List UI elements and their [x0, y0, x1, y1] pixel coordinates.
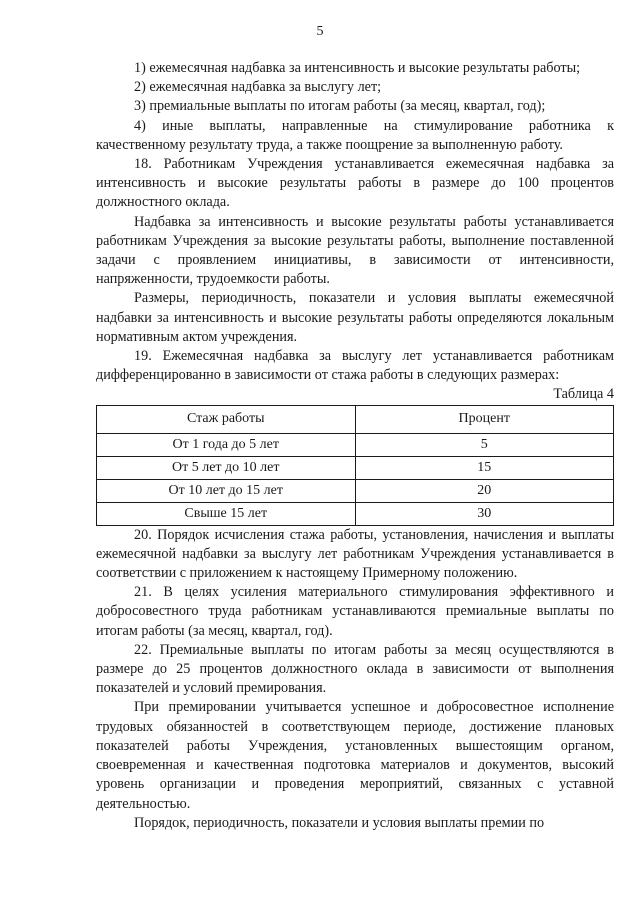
table-header-cell: Стаж работы [97, 405, 356, 433]
table-cell: От 1 года до 5 лет [97, 433, 356, 456]
table-cell: Свыше 15 лет [97, 502, 356, 525]
paragraph: 4) иные выплаты, направленные на стимулирование работника к качественному результату труда, а также поощрение за выполненную работу. [96, 117, 614, 153]
paragraph: Порядок, периодичность, показатели и условия выплаты премии по [134, 814, 545, 831]
table-cell: От 10 лет до 15 лет [97, 479, 356, 502]
table-cell: 20 [355, 479, 614, 502]
table-cell: От 5 лет до 10 лет [97, 456, 356, 479]
paragraph: 22. Премиальные выплаты по итогам работы за месяц осуществляются в размере до 25 процентов должностного оклада в зависимости от выполнения показателей и условий премирования. [96, 641, 614, 697]
table-row [97, 479, 614, 502]
paragraph: 20. Порядок исчисления стажа работы, установления, начисления и выплаты ежемесячной надбавки за выслугу лет работникам Учреждения устанавливается в соответствии с приложением к настоящему Примерному положению. [96, 526, 614, 582]
page-number: 5 [316, 24, 324, 39]
paragraph: При премировании учитывается успешное и добросовестное исполнение трудовых обязанностей в соответствующем периоде, достижение плановых показателей работы Учреждения, установленных вышестоящим органом, своевременная и качественная подготовка материалов и документов, высокий уровень организации и проведения мероприятий, связанных с уставной деятельностью. [96, 699, 614, 812]
paragraph: Надбавка за интенсивность и высокие результаты работы устанавливается работникам Учреждения за высокие результаты работы, выполнение поставленной задачи с проявлением инициативы, в зависимости от интенсивности, напряженности, трудоемкости работы. [96, 213, 614, 288]
table-cell: 15 [355, 456, 614, 479]
table-row [97, 502, 614, 525]
paragraph: Размеры, периодичность, показатели и условия выплаты ежемесячной надбавки за интенсивность и высокие результаты работы определяются локальным нормативным актом учреждения. [96, 290, 614, 345]
table-row [97, 433, 614, 456]
table-cell: 30 [355, 502, 614, 525]
table-row [97, 456, 614, 479]
table-header-row [97, 405, 614, 433]
paragraph: 2) ежемесячная надбавка за выслугу лет; [134, 79, 382, 96]
paragraph: 19. Ежемесячная надбавка за выслугу лет устанавливается работникам дифференцированно в зависимости от стажа работы в следующих размерах: [96, 348, 614, 384]
table-header-cell: Процент [355, 405, 614, 433]
paragraph: 21. В целях усиления материального стимулирования эффективного и добросовестного труда работникам устанавливаются премиальные выплаты по итогам работы (за месяц, квартал, год). [96, 584, 614, 639]
document-body [96, 59, 614, 833]
table-caption: Таблица 4 [553, 386, 614, 403]
table-cell: 5 [355, 433, 614, 456]
paragraph: 1) ежемесячная надбавка за интенсивность и высокие результаты работы; [134, 60, 581, 76]
seniority-table [96, 405, 614, 526]
paragraph: 18. Работникам Учреждения устанавливается ежемесячная надбавка за интенсивность и высокие результаты работы в размере до 100 процентов должностного оклада. [96, 156, 614, 211]
paragraph: 3) премиальные выплаты по итогам работы (за месяц, квартал, год); [134, 98, 546, 115]
